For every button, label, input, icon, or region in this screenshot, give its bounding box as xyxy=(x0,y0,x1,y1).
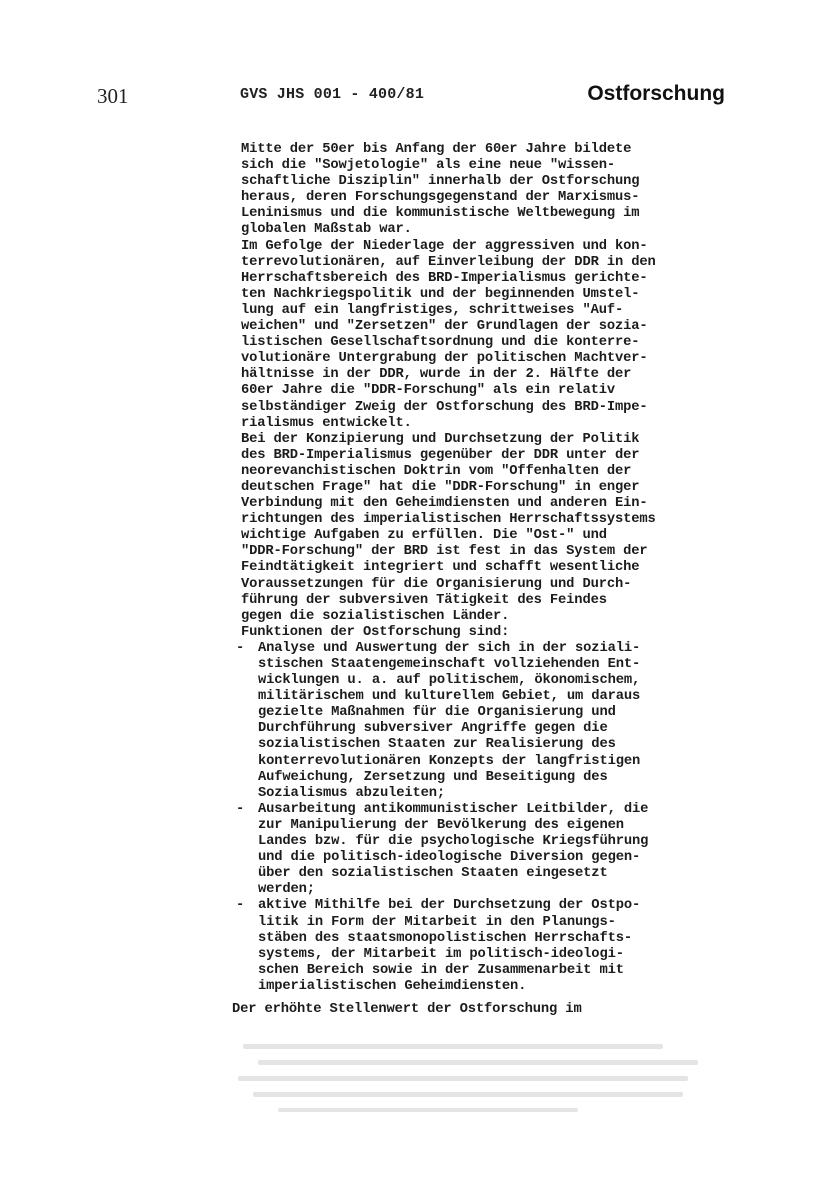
list-item-line: imperialistischen Geheimdiensten. xyxy=(258,978,527,994)
list-item-line: über den sozialistischen Staaten eingesetzt xyxy=(258,866,608,882)
list-item-line: konterrevolutionären Konzepts der langfristigen xyxy=(258,753,641,769)
list-item-line: stischen Staatengemeinschaft vollziehenden Ent- xyxy=(258,657,641,672)
list-item-line: gezielte Maßnahmen für die Organisierung und xyxy=(258,705,616,721)
text-line: Feindtätigkeit integriert und schafft wesentliche xyxy=(241,560,640,576)
text-line: listischen Gesellschaftsordnung und die konterre- xyxy=(241,335,640,351)
text-line: neorevanchistischen Doktrin vom "Offenhalten der xyxy=(241,463,632,479)
text-line: Herrschaftsbereich des BRD-Imperialismus gerichte- xyxy=(241,270,648,286)
text-line: führung der subversiven Tätigkeit des Feindes xyxy=(241,592,607,608)
text-line: Im Gefolge der Niederlage der aggressiven und kon- xyxy=(241,238,648,254)
body-text xyxy=(236,142,736,995)
section-title: Ostforschung xyxy=(587,82,725,105)
list-item-line: wicklungen u. a. auf politischem, ökonomischem, xyxy=(258,673,641,689)
list-item-line: sozialistischen Staaten zur Realisierung des xyxy=(258,737,616,753)
list-marker: - xyxy=(236,801,245,817)
list-item-line: Aufweichung, Zersetzung und Beseitigung des xyxy=(258,769,608,785)
list-item-line: stäben des staatsmonopolistischen Herrschafts- xyxy=(258,930,632,946)
text-line: volutionäre Untergrabung der politischen Machtver- xyxy=(241,351,648,367)
text-line: Verbindung mit den Geheimdiensten und anderen Ein- xyxy=(241,496,648,512)
closing-line: Der erhöhte Stellenwert der Ostforschung im xyxy=(232,1002,582,1017)
text-line: sich die "Sowjetologie" als eine neue "wissen- xyxy=(241,158,615,174)
text-line: deutschen Frage" hat die "DDR-Forschung" in enger xyxy=(241,479,640,495)
list-item-line: Durchführung subversiver Angriffe gegen die xyxy=(258,721,608,737)
list-item-line: systems, der Mitarbeit im politisch-ideologi- xyxy=(258,946,624,962)
list-item-line: aktive Mithilfe bei der Durchsetzung der Ostpo- xyxy=(258,898,641,914)
paragraph-block xyxy=(241,142,736,641)
list-item-line: militärischem und kulturellem Gebiet, um daraus xyxy=(258,689,641,705)
text-line: Voraussetzungen für die Organisierung und Durch- xyxy=(241,576,632,592)
list-item xyxy=(236,898,736,995)
functions-list xyxy=(236,640,736,995)
text-line: Mitte der 50er bis Anfang der 60er Jahre bildete xyxy=(241,142,632,157)
list-item-line: Analyse und Auswertung der sich in der soziali- xyxy=(258,640,641,656)
text-line: gegen die sozialistischen Länder. xyxy=(241,608,510,624)
text-line: selbständiger Zweig der Ostforschung des BRD-Impe- xyxy=(241,399,648,415)
show-through-smudge xyxy=(238,1040,718,1120)
text-line: schaftliche Disziplin" innerhalb der Ostforschung xyxy=(241,174,640,190)
text-line: rialismus entwickelt. xyxy=(241,415,412,431)
text-line: 60er Jahre die "DDR-Forschung" als ein relativ xyxy=(241,383,615,399)
list-item xyxy=(236,640,736,802)
list-item-line: schen Bereich sowie in der Zusammenarbeit mit xyxy=(258,962,624,978)
list-item xyxy=(236,801,736,899)
list-item-line: zur Manipulierung der Bevölkerung des eigenen xyxy=(258,817,624,833)
text-line: richtungen des imperialistischen Herrschaftssystems xyxy=(241,512,656,528)
text-line: "DDR-Forschung" der BRD ist fest in das System der xyxy=(241,544,648,560)
text-line: wichtige Aufgaben zu erfüllen. Die "Ost-" und xyxy=(241,528,607,544)
text-line: terrevolutionären, auf Einverleibung der DDR in den xyxy=(241,254,656,270)
text-line: Funktionen der Ostforschung sind: xyxy=(241,624,510,640)
text-line: Leninismus und die kommunistische Weltbewegung im xyxy=(241,206,640,222)
text-line: lung auf ein langfristiges, schrittweises "Auf- xyxy=(241,302,624,318)
list-item-line: litik in Form der Mitarbeit in den Planungs- xyxy=(258,914,616,930)
text-line: globalen Maßstab war. xyxy=(241,222,412,238)
page-number: 301 xyxy=(97,84,129,108)
text-line: ten Nachkriegspolitik und der beginnenden Umstel- xyxy=(241,286,640,302)
list-item-line: Sozialismus abzuleiten; xyxy=(258,785,445,801)
list-marker: - xyxy=(236,898,245,914)
list-item-line: und die politisch-ideologische Diversion gegen- xyxy=(258,850,641,866)
list-item-line: Ausarbeitung antikommunistischer Leitbilder, die xyxy=(258,801,649,817)
list-item-line: Landes bzw. für die psychologische Kriegsführung xyxy=(258,834,649,850)
text-line: Bei der Konzipierung und Durchsetzung der Politik xyxy=(241,431,640,447)
list-marker: - xyxy=(236,640,245,656)
list-item-line: werden; xyxy=(258,882,315,898)
text-line: hältnisse in der DDR, wurde in der 2. Hälfte der xyxy=(241,367,632,383)
document-reference: GVS JHS 001 - 400/81 xyxy=(240,86,425,103)
text-line: weichen" und "Zersetzen" der Grundlagen der sozia- xyxy=(241,319,648,335)
text-line: heraus, deren Forschungsgegenstand der Marxismus- xyxy=(241,190,640,206)
text-line: des BRD-Imperialismus gegenüber der DDR unter der xyxy=(241,447,640,463)
